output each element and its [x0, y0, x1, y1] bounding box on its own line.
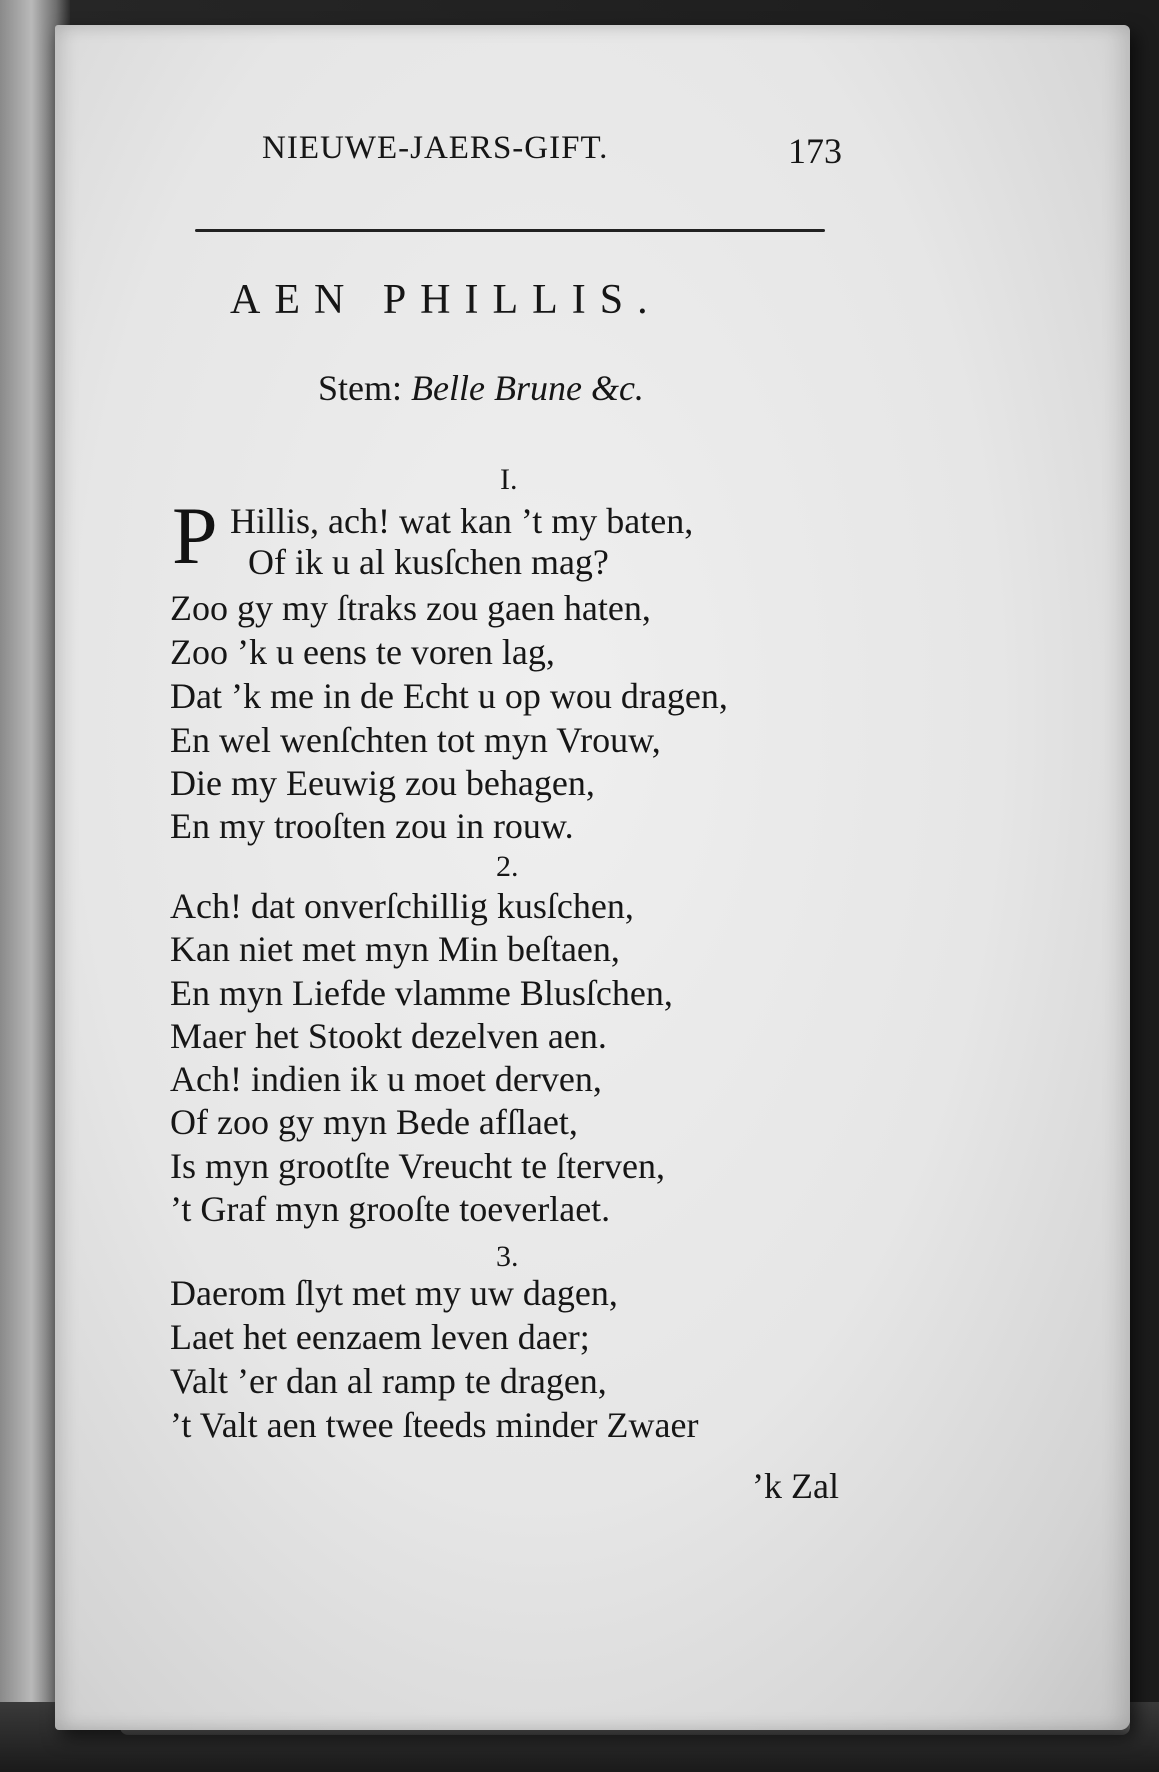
drop-cap: P	[172, 490, 218, 581]
verse-line: Is myn grootſte Vreucht te ſterven,	[170, 1146, 666, 1186]
stanza-number: 3.	[496, 1240, 519, 1273]
verse-line: En wel wenſchten tot myn Vrouw,	[170, 720, 661, 760]
running-title: NIEUWE-JAERS-GIFT.	[262, 130, 609, 166]
verse-line: Kan niet met myn Min beſtaen,	[170, 929, 620, 969]
header-rule	[195, 229, 825, 232]
verse-line: ’t Valt aen twee ſteeds minder Zwaer	[170, 1405, 699, 1445]
page-number: 173	[788, 131, 842, 171]
verse-line: Of ik u al kusſchen mag?	[248, 542, 609, 582]
verse-line: Laet het eenzaem leven daer;	[170, 1317, 590, 1357]
verse-line: ’t Graf myn grooſte toeverlaet.	[170, 1189, 611, 1229]
verse-line: Dat ’k me in de Echt u op wou dragen,	[170, 676, 728, 716]
verse-line: Die my Eeuwig zou behagen,	[170, 763, 595, 803]
stanza-number: I.	[500, 463, 518, 496]
stanza-number: 2.	[496, 850, 519, 883]
verse-line: Zoo gy my ſtraks zou gaen haten,	[170, 588, 651, 628]
verse-line: Maer het Stookt dezelven aen.	[170, 1016, 607, 1056]
verse-line: Ach! dat onverſchillig kusſchen,	[170, 886, 634, 926]
melody-tune: Belle Brune &c.	[411, 368, 644, 408]
verse-line: Valt ’er dan al ramp te dragen,	[170, 1361, 607, 1401]
verse-line: Of zoo gy myn Bede afſlaet,	[170, 1102, 578, 1142]
poem-title: AEN PHILLIS.	[230, 277, 662, 323]
verse-line: Ach! indien ik u moet derven,	[170, 1059, 602, 1099]
verse-line: Zoo ’k u eens te voren lag,	[170, 632, 555, 672]
catchword: ’k Zal	[752, 1466, 839, 1506]
verse-line: En my trooſten zou in rouw.	[170, 806, 574, 846]
verse-line: Hillis, ach! wat kan ’t my baten,	[230, 501, 694, 541]
verse-line: En myn Liefde vlamme Blusſchen,	[170, 973, 673, 1013]
melody-line	[318, 367, 644, 409]
melody-label: Stem:	[318, 368, 403, 408]
verse-line: Daerom ſlyt met my uw dagen,	[170, 1273, 618, 1313]
